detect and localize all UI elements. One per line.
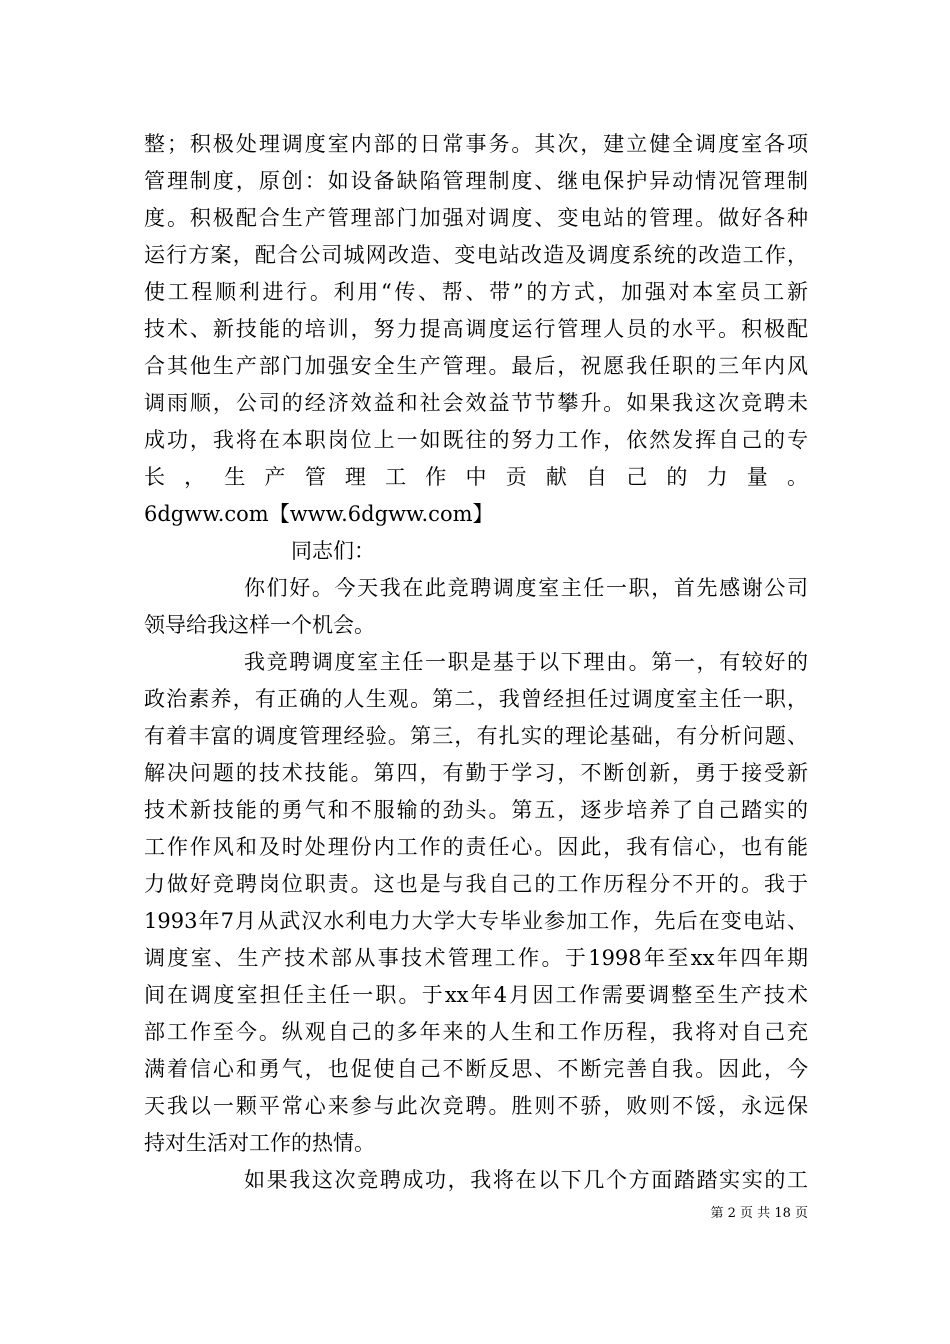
text-line: 你们好。今天我在此竞聘调度室主任一职，首先感谢公司: [244, 576, 808, 600]
text-line: 成功，我将在本职岗位上一如既往的努力工作，依然发挥自己的专: [144, 428, 808, 452]
text-line: 满着信心和勇气，也促使自己不断反思、不断完善自我。因此，今: [144, 1057, 808, 1081]
text-line: 整；积极处理调度室内部的日常事务。其次，建立健全调度室各项: [144, 132, 808, 156]
text-line: 工作作风和及时处理份内工作的责任心。因此，我有信心，也有能: [144, 835, 808, 859]
text-line: 调雨顺，公司的经济效益和社会效益节节攀升。如果我这次竞聘未: [144, 391, 808, 415]
text-line: 技术新技能的勇气和不服输的劲头。第五，逐步培养了自己踏实的: [144, 798, 808, 822]
source-link-line: 6dgww.com【www.6dgww.com】: [144, 502, 494, 526]
text-line: 度。积极配合生产管理部门加强对调度、变电站的管理。做好各种: [144, 206, 808, 230]
text-line: 1993年7月从武汉水利电力大学大专毕业参加工作，先后在变电站、: [144, 909, 808, 933]
text-line: 运行方案，配合公司城网改造、变电站改造及调度系统的改造工作，: [144, 243, 808, 267]
text-line: 天我以一颗平常心来参与此次竞聘。胜则不骄，败则不馁，永远保: [144, 1094, 808, 1118]
text-line: 如果我这次竞聘成功，我将在以下几个方面踏踏实实的工: [244, 1168, 808, 1192]
text-line: 使工程顺利进行。利用“传、帮、带”的方式，加强对本室员工新: [144, 280, 808, 304]
text-line: 合其他生产部门加强安全生产管理。最后，祝愿我任职的三年内风: [144, 354, 808, 378]
text-line: 调度室、生产技术部从事技术管理工作。于1998年至xx年四年期: [144, 946, 808, 970]
text-line: 长，生产管理工作中贡献自己的力量。: [144, 465, 808, 489]
text-line: 持对生活对工作的热情。: [144, 1131, 375, 1155]
text-line: 管理制度，原创：如设备缺陷管理制度、继电保护异动情况管理制: [144, 169, 808, 193]
text-line: 我竞聘调度室主任一职是基于以下理由。第一，有较好的: [244, 650, 808, 674]
salutation: 同志们：: [291, 539, 375, 563]
text-line: 部工作至今。纵观自己的多年来的人生和工作历程，我将对自己充: [144, 1020, 808, 1044]
text-line: 有着丰富的调度管理经验。第三，有扎实的理论基础，有分析问题、: [144, 724, 808, 748]
text-line: 技术、新技能的培训，努力提高调度运行管理人员的水平。积极配: [144, 317, 808, 341]
text-line: 政治素养，有正确的人生观。第二，我曾经担任过调度室主任一职，: [144, 687, 808, 711]
text-line: 间在调度室担任主任一职。于xx年4月因工作需要调整至生产技术: [144, 983, 808, 1007]
text-line: 力做好竞聘岗位职责。这也是与我自己的工作历程分不开的。我于: [144, 872, 808, 896]
text-line: 领导给我这样一个机会。: [144, 613, 375, 637]
text-line: 解决问题的技术技能。第四，有勤于学习，不断创新，勇于接受新: [144, 761, 808, 785]
page-number-footer: 第 2 页 共 18 页: [710, 1206, 808, 1221]
